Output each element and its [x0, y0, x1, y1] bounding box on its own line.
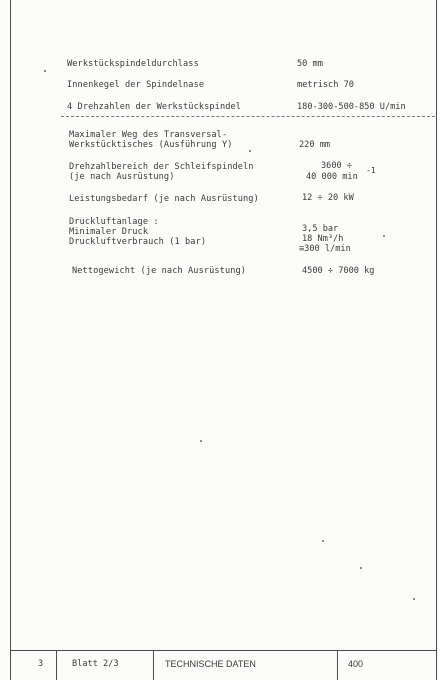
- leistung-label: Leistungsbedarf (je nach Ausrüstung): [69, 194, 259, 204]
- gewicht-label: Nettogewicht (je nach Ausrüstung): [72, 266, 247, 276]
- schleif-value-top: 3600 ÷: [321, 161, 353, 171]
- footer-separator: [153, 650, 154, 680]
- transversal-line1: Maximaler Weg des Transversal-: [69, 130, 228, 140]
- section-divider: [61, 116, 435, 117]
- druckluft-line2: Druckluftverbrauch (1 bar): [69, 237, 207, 247]
- row-value: 180-300-500-850 U/min: [297, 102, 406, 112]
- row-value: 50 mm: [297, 59, 323, 69]
- footer-number: 3: [38, 659, 44, 669]
- schleif-line2: (je nach Ausrüstung): [69, 172, 175, 182]
- druckluft-line1: Minimaler Druck: [69, 227, 149, 237]
- scan-speck: [360, 567, 362, 569]
- scan-speck: [413, 598, 415, 600]
- scan-speck: [249, 150, 251, 152]
- right-border: [436, 0, 437, 680]
- row-label: 4 Drehzahlen der Werkstückspindel: [67, 102, 242, 112]
- scan-speck: [44, 70, 46, 72]
- row-label: Innenkegel der Spindelnase: [67, 80, 205, 90]
- transversal-value: 220 mm: [299, 140, 331, 150]
- left-border: [10, 0, 11, 680]
- footer-title: TECHNISCHE DATEN: [165, 659, 256, 669]
- druckluft-heading: Druckluftanlage :: [69, 217, 159, 227]
- schleif-line1: Drehzahlbereich der Schleifspindeln: [69, 162, 254, 172]
- scan-speck: [200, 440, 202, 442]
- footer-separator: [337, 650, 338, 680]
- druckluft-value3: ≅300 l/min: [299, 244, 351, 254]
- scan-speck: [322, 540, 324, 542]
- druckluft-value1: 3,5 bar: [302, 224, 339, 234]
- druckluft-value2: 18 Nm³/h: [302, 234, 344, 244]
- row-label: Werkstückspindeldurchlass: [67, 59, 199, 69]
- schleif-exponent: -1: [366, 166, 376, 175]
- scan-speck: [383, 235, 385, 237]
- schleif-value-bottom: 40 000 min: [306, 172, 358, 182]
- footer-separator: [56, 650, 57, 680]
- footer-code: 400: [348, 659, 364, 669]
- row-value: metrisch 70: [297, 80, 354, 90]
- transversal-line2: Werkstücktisches (Ausführung Y): [69, 140, 233, 150]
- footer-blatt: Blatt 2/3: [72, 659, 119, 669]
- leistung-value: 12 ÷ 20 kW: [302, 193, 354, 203]
- gewicht-value: 4500 ÷ 7000 kg: [302, 266, 375, 276]
